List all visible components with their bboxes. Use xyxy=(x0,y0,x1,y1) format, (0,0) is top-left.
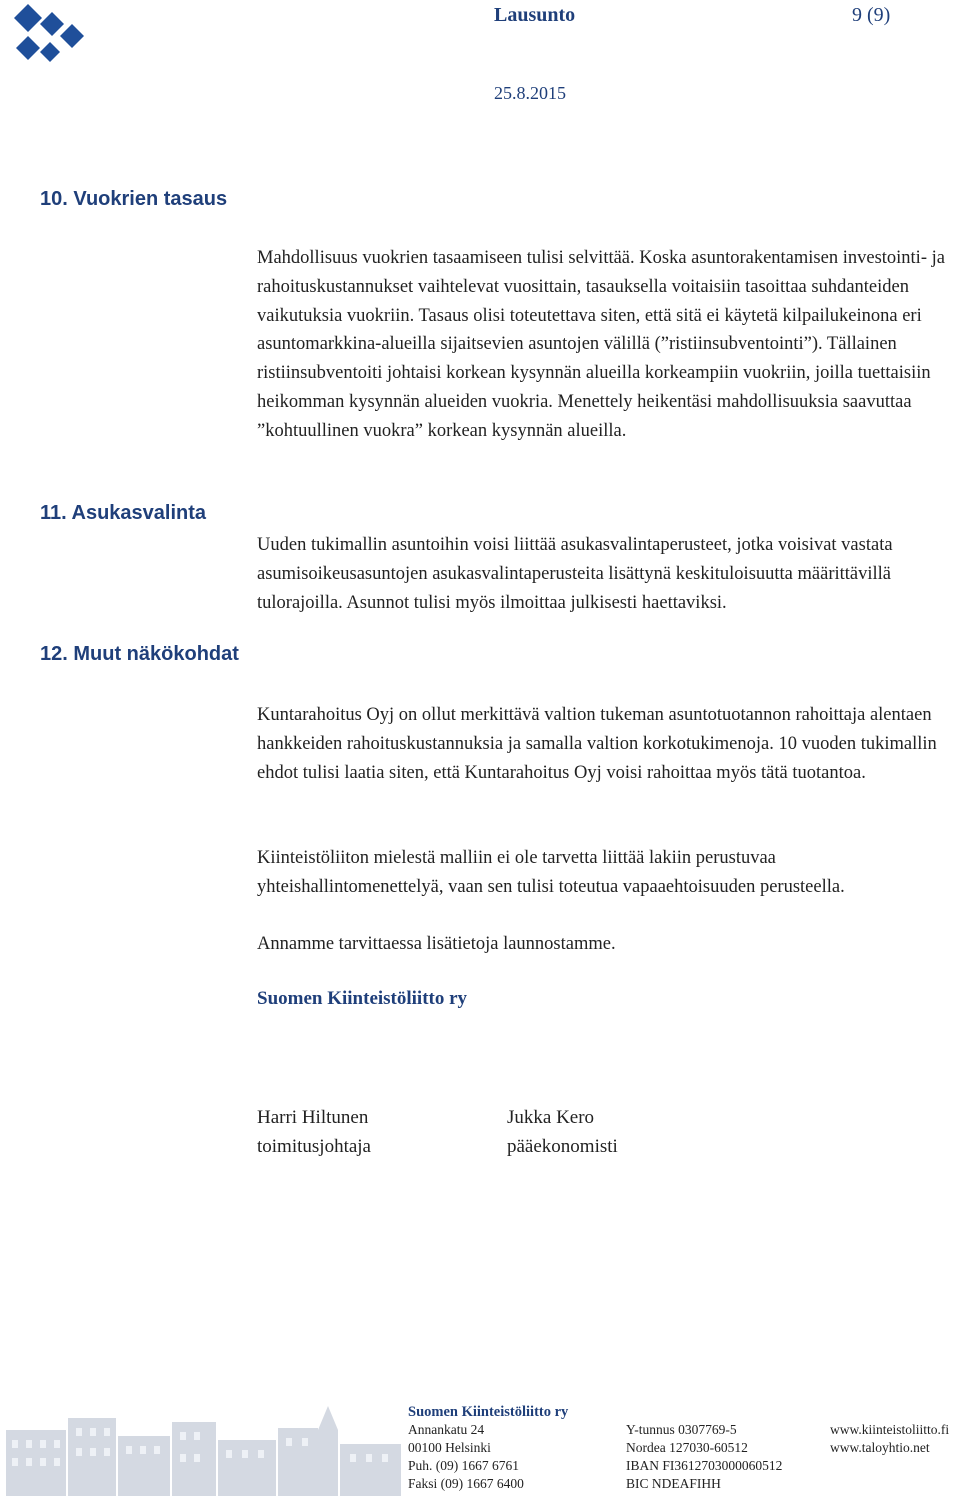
document-date: 25.8.2015 xyxy=(494,83,566,103)
signer-title: toimitusjohtaja xyxy=(257,1136,371,1157)
paragraph-further-info: Annamme tarvittaessa lisätietoja launnostamme. xyxy=(257,934,616,954)
footer-website-1[interactable]: www.kiinteistoliitto.fi xyxy=(830,1422,950,1437)
footer-fax: Faksi (09) 1667 6400 xyxy=(408,1476,524,1491)
footer-phone: Puh. (09) 1667 6761 xyxy=(408,1458,519,1473)
page-number: 9 (9) xyxy=(852,4,891,26)
footer-iban: IBAN FI3612703000060512 xyxy=(626,1458,783,1473)
signer-name: Harri Hiltunen xyxy=(257,1107,369,1128)
signing-organization: Suomen Kiinteistöliitto ry xyxy=(257,988,468,1009)
footer-web-column xyxy=(830,1421,949,1457)
footer-city: 00100 Helsinki xyxy=(408,1440,491,1455)
section-heading-10: 10. Vuokrien tasaus xyxy=(40,188,228,210)
section-heading-12: 12. Muut näkökohdat xyxy=(40,643,239,665)
paragraph-tenant-selection: Uuden tukimallin asuntoihin voisi liittää asukasvalintaperusteet, jotka voisivat vastata asumisoikeusasuntojen asukasvalintaperusteita lisättynä keskituloisuutta määrittävillä tulorajoilla. Asunnot tulisi myös ilmoittaa julkisesti haettaviksi. xyxy=(257,535,893,613)
footer-organization: Suomen Kiinteistöliitto ry xyxy=(408,1404,569,1420)
signer-title: pääekonomisti xyxy=(507,1136,618,1157)
footer-website-2[interactable]: www.taloyhtio.net xyxy=(830,1440,930,1455)
document-type: Lausunto xyxy=(494,4,576,26)
section-heading-11: 11. Asukasvalinta xyxy=(40,502,207,524)
signer-2 xyxy=(507,1103,618,1161)
footer-business-id: Y-tunnus 0307769-5 xyxy=(626,1422,737,1437)
organization-logo xyxy=(6,2,86,66)
paragraph-kuntarahoitus: Kuntarahoitus Oyj on ollut merkittävä valtion tukeman asuntotuotannon rahoittaja alentaen hankkeiden rahoituskustannuksia ja samalla valtion korkotukimenoja. 10 vuoden tukimallin ehdot tulisi laatia siten, että Kuntarahoitus Oyj voisi rahoittaa myös tätä tuotantoa. xyxy=(257,705,937,783)
footer-bic: BIC NDEAFIHH xyxy=(626,1476,721,1491)
signer-name: Jukka Kero xyxy=(507,1107,595,1128)
footer-bank-account: Nordea 127030-60512 xyxy=(626,1440,748,1455)
paragraph-co-management: Kiinteistöliiton mielestä malliin ei ole tarvetta liittää lakiin perustuvaa yhteishallintomenettelyä, vaan sen tulisi toteutua vapaaehtoisuuden perusteella. xyxy=(257,848,845,897)
building-skyline-image xyxy=(6,1400,401,1496)
footer-street: Annankatu 24 xyxy=(408,1422,485,1437)
paragraph-rent-equalization: Mahdollisuus vuokrien tasaamiseen tulisi selvittää. Koska asuntorakentamisen investointi- ja rahoituskustannukset vaihtelevat vuosittain, tasauksella voitaisiin tasoittaa suhdanteiden vaikutuksia vuokriin. Tasaus olisi toteutettava siten, että sitä ei käytetä kilpailukeinona eri asuntomarkkina-alueilla sijaitsevien asuntojen välillä (”ristiinsubventointi”). Tällainen ristiinsubventoiti johtaisi korkean kysynnän alueilla korkeampiin vuokriin, joilla tuettaisiin heikomman kysynnän alueiden vuokria. Menettely heikentäsi mahdollisuuksia saavuttaa ”kohtuullinen vuokra” korkean kysynnän alueilla. xyxy=(257,248,945,441)
footer-address-column xyxy=(408,1403,568,1493)
signer-1 xyxy=(257,1103,371,1161)
footer-bank-column xyxy=(626,1421,782,1493)
